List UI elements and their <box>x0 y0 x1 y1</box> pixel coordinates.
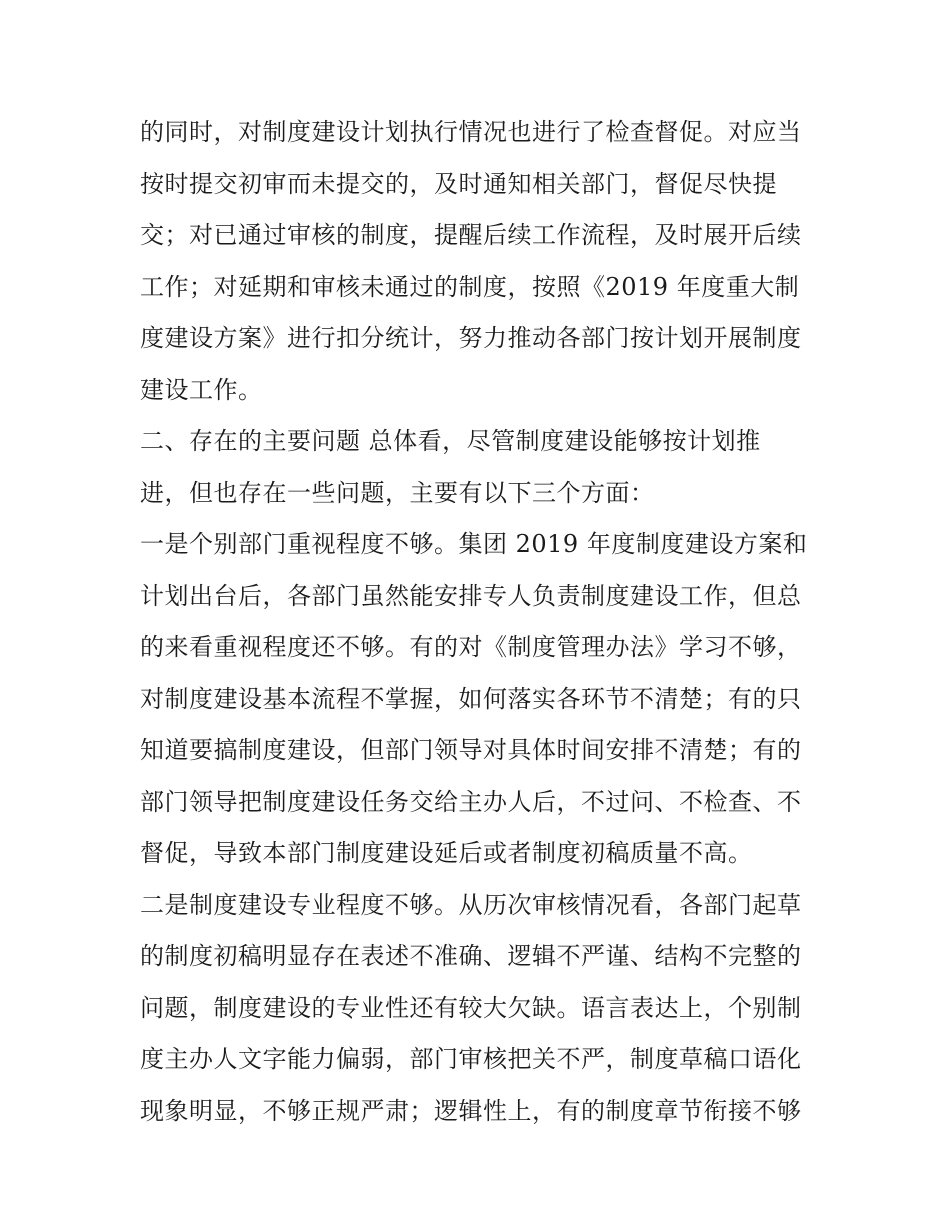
text-line: 计划出台后，各部门虽然能安排专人负责制度建设工作，但总 <box>140 581 802 610</box>
text-line: 进，但也存在一些问题，主要有以下三个方面： <box>140 478 655 507</box>
text-line: 按时提交初审而未提交的，及时通知相关部门，督促尽快提 <box>140 169 777 198</box>
section-heading-line: 二、存在的主要问题 总体看，尽管制度建设能够按计划推 <box>140 427 761 455</box>
text-line: 现象明显，不够正规严肃；逻辑性上，有的制度章节衔接不够 <box>140 1096 802 1125</box>
text-line: 一是个别部门重视程度不够。集团 2019 年度制度建设方案和 <box>140 530 808 558</box>
text-line: 的来看重视程度还不够。有的对《制度管理办法》学习不够， <box>140 633 802 661</box>
text-line: 的制度初稿明显存在表述不准确、逻辑不严谨、结构不完整的 <box>140 942 802 970</box>
text-line: 督促，导致本部门制度建设延后或者制度初稿质量不高。 <box>140 839 753 867</box>
text-line: 问题，制度建设的专业性还有较大欠缺。语言表达上，个别制 <box>140 993 802 1022</box>
text-line: 建设工作。 <box>140 375 263 404</box>
text-line: 度建设方案》进行扣分统计，努力推动各部门按计划开展制度 <box>140 324 802 352</box>
text-line: 对制度建设基本流程不掌握，如何落实各环节不清楚；有的只 <box>140 684 802 713</box>
text-line: 部门领导把制度建设任务交给主办人后，不过问、不检查、不 <box>140 787 802 816</box>
text-line: 度主办人文字能力偏弱，部门审核把关不严，制度草稿口语化 <box>140 1045 802 1073</box>
text-line: 工作；对延期和审核未通过的制度，按照《2019 年度重大制 <box>140 272 800 301</box>
text-line: 交；对已通过审核的制度，提醒后续工作流程，及时展开后续 <box>140 221 802 249</box>
text-line: 二是制度建设专业程度不够。从历次审核情况看，各部门起草 <box>140 890 802 919</box>
document-body <box>140 107 830 1137</box>
text-line: 知道要搞制度建设，但部门领导对具体时间安排不清楚；有的 <box>140 736 802 764</box>
text-line: 的同时，对制度建设计划执行情况也进行了检查督促。对应当 <box>140 118 802 146</box>
